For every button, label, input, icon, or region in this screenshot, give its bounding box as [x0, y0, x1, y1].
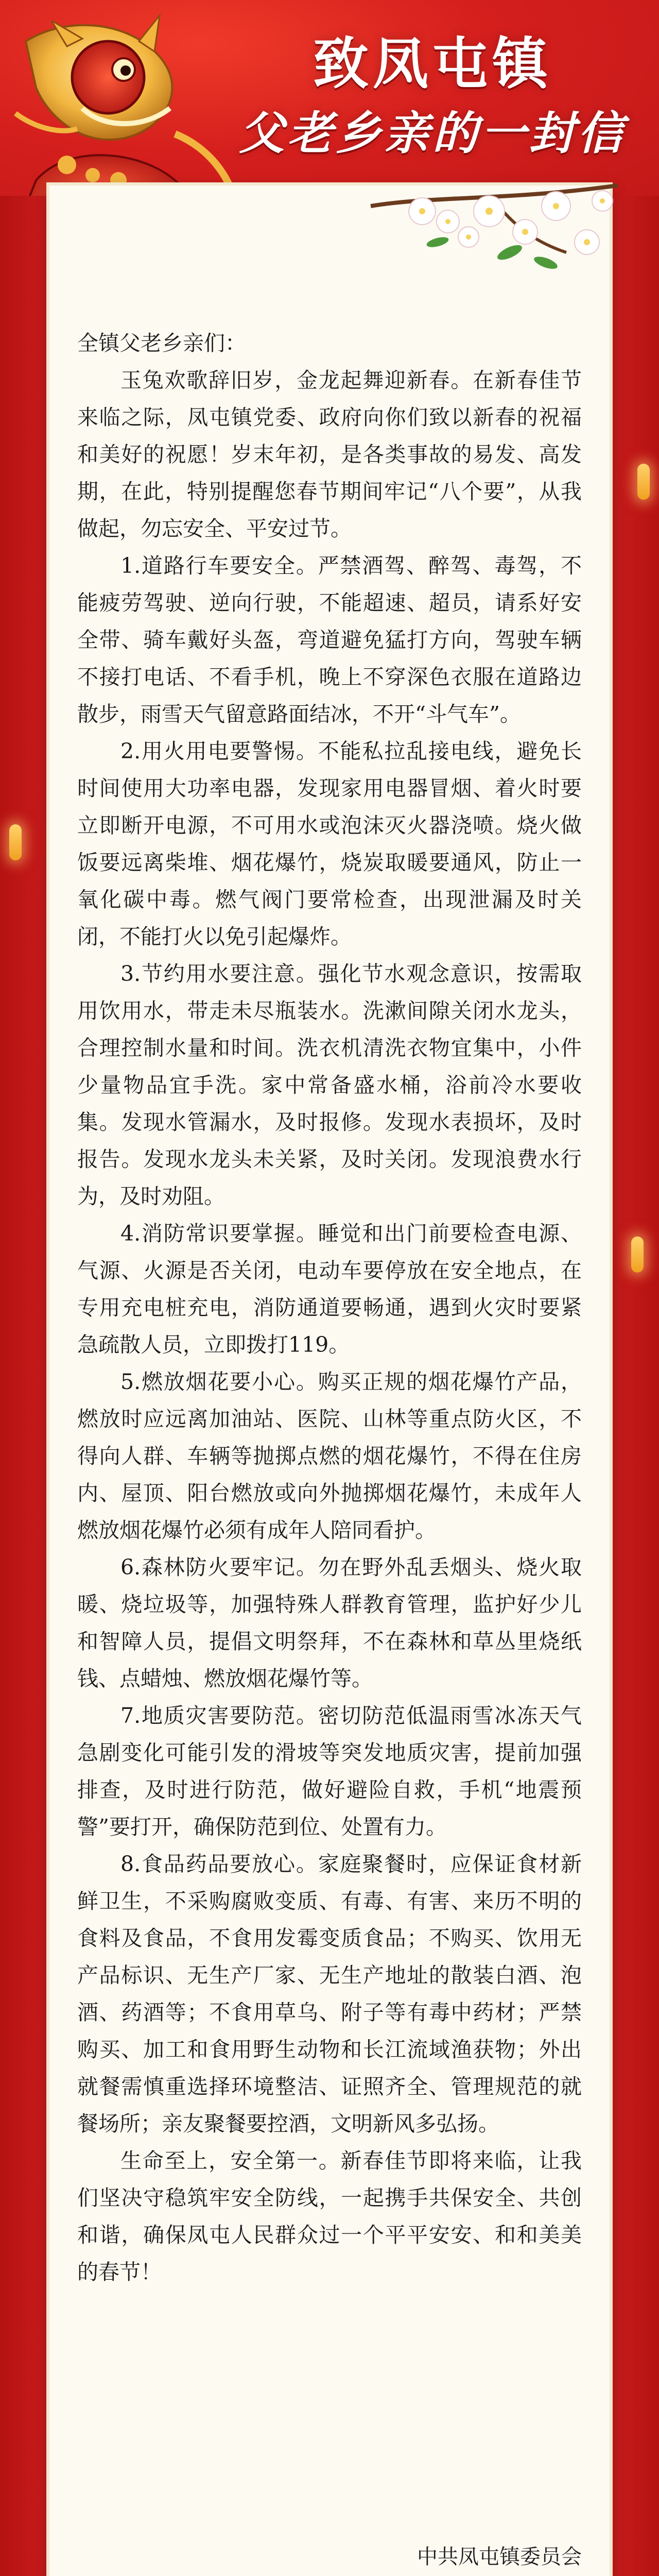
letter-item-5: 5.燃放烟花要小心。购买正规的烟花爆竹产品，燃放时应远离加油站、医院、山林等重点防火区，不得向人群、车辆等抛掷点燃的烟花爆竹，不得在住房内、屋顶、阳台燃放或向外抛掷烟花爆竹，未成年人燃放烟花爆竹必须有成年人陪同看护。 [77, 1369, 582, 1543]
letter-item-1: 1.道路行车要安全。严禁酒驾、醉驾、毒驾，不能疲劳驾驶、逆向行驶，不能超速、超员，请系好安全带、骑车戴好头盔，弯道避免猛打方向，驾驶车辆不接打电话、不看手机，晚上不穿深色衣服在道路边散步，雨雪天气留意路面结冰，不开“斗气车”。 [77, 553, 582, 726]
letter-body [77, 325, 582, 2291]
letter-item-8: 8.食品药品要放心。家庭聚餐时，应保证食材新鲜卫生，不采购腐败变质、有毒、有害、来历不明的食料及食品，不食用发霉变质食品；不购买、饮用无产品标识、无生产厂家、无生产地址的散装白酒、泡酒、药酒等；不食用草乌、附子等有毒中药材；严禁购买、加工和食用野生动物和长江流域渔获物；外出就餐需慎重选择环境整洁、证照齐全、管理规范的就餐场所；亲友聚餐要控酒，文明新风多弘扬。 [77, 1852, 582, 2136]
letter-closing: 生命至上，安全第一。新春佳节即将来临，让我们坚决守稳筑牢安全防线，一起携手共保安全、共创和谐，确保凤屯人民群众过一个平平安安、和和美美的春节！ [77, 2148, 582, 2284]
letter-greeting: 全镇父老乡亲们： [77, 331, 246, 355]
letter-item-2: 2.用火用电要警惕。不能私拉乱接电线，避免长时间使用大功率电器，发现家用电器冒烟、着火时要立即断开电源，不可用水或泡沫灭火器浇喷。烧火做饭要远离柴堆、烟花爆竹，烧炭取暖要通风，防止一氧化碳中毒。燃气阀门要常检查，出现泄漏及时关闭，不能打火以免引起爆炸。 [77, 739, 582, 949]
right-decoration [613, 196, 659, 2576]
lantern-icon [637, 464, 650, 500]
letter-item-7: 7.地质灾害要防范。密切防范低温雨雪冰冻天气急剧变化可能引发的滑坡等突发地质灾害，提前加强排查，及时进行防范，做好避险自救，手机“地震预警”要打开，确保防范到位、处置有力。 [77, 1703, 582, 1839]
letter-item-4: 4.消防常识要掌握。睡觉和出门前要检查电源、气源、火源是否关闭，电动车要停放在安全地点，在专用充电桩充电，消防通道要畅通，遇到火灾时要紧急疏散人员，立即拨打119。 [77, 1221, 582, 1357]
left-decoration [0, 196, 46, 2576]
signature-org-government [417, 2574, 582, 2576]
letter-intro: 玉兔欢歌辞旧岁，金龙起舞迎新春。在新春佳节来临之际，凤屯镇党委、政府向你们致以新春的祝福和美好的祝愿！岁末年初，是各类事故的易发、高发期，在此，特别提醒您春节期间牢记“八个要”，从我做起，勿忘安全、平安过节。 [77, 368, 582, 541]
signature-block [417, 2540, 582, 2576]
page-subtitle: 父老乡亲的一封信 [238, 107, 626, 160]
letter-item-6: 6.森林防火要牢记。勿在野外乱丢烟头、烧火取暖、烧垃圾等，加强特殊人群教育管理，监护好少儿和智障人员，提倡文明祭拜，不在森林和草丛里烧纸钱、点蜡烛、燃放烟花爆竹等。 [77, 1555, 582, 1691]
signature-org-party: 中共凤屯镇委员会 [417, 2545, 582, 2569]
title-block [237, 31, 628, 162]
blossom-icon [360, 175, 628, 299]
lantern-icon [631, 1236, 644, 1273]
lantern-icon [9, 824, 22, 860]
page-title: 致凤屯镇 [313, 32, 552, 96]
letter-item-3: 3.节约用水要注意。强化节水观念意识，按需取用饮用水，带走未尽瓶装水。洗漱间隙关闭水龙头，合理控制水量和时间。洗衣机清洗衣物宜集中，小件少量物品宜手洗。家中常备盛水桶，浴前冷水要收集。发现水管漏水，及时报修。发现水表损坏，及时报告。发现水龙头未关紧，及时关闭。发现浪费水行为，及时劝阻。 [77, 961, 582, 1209]
